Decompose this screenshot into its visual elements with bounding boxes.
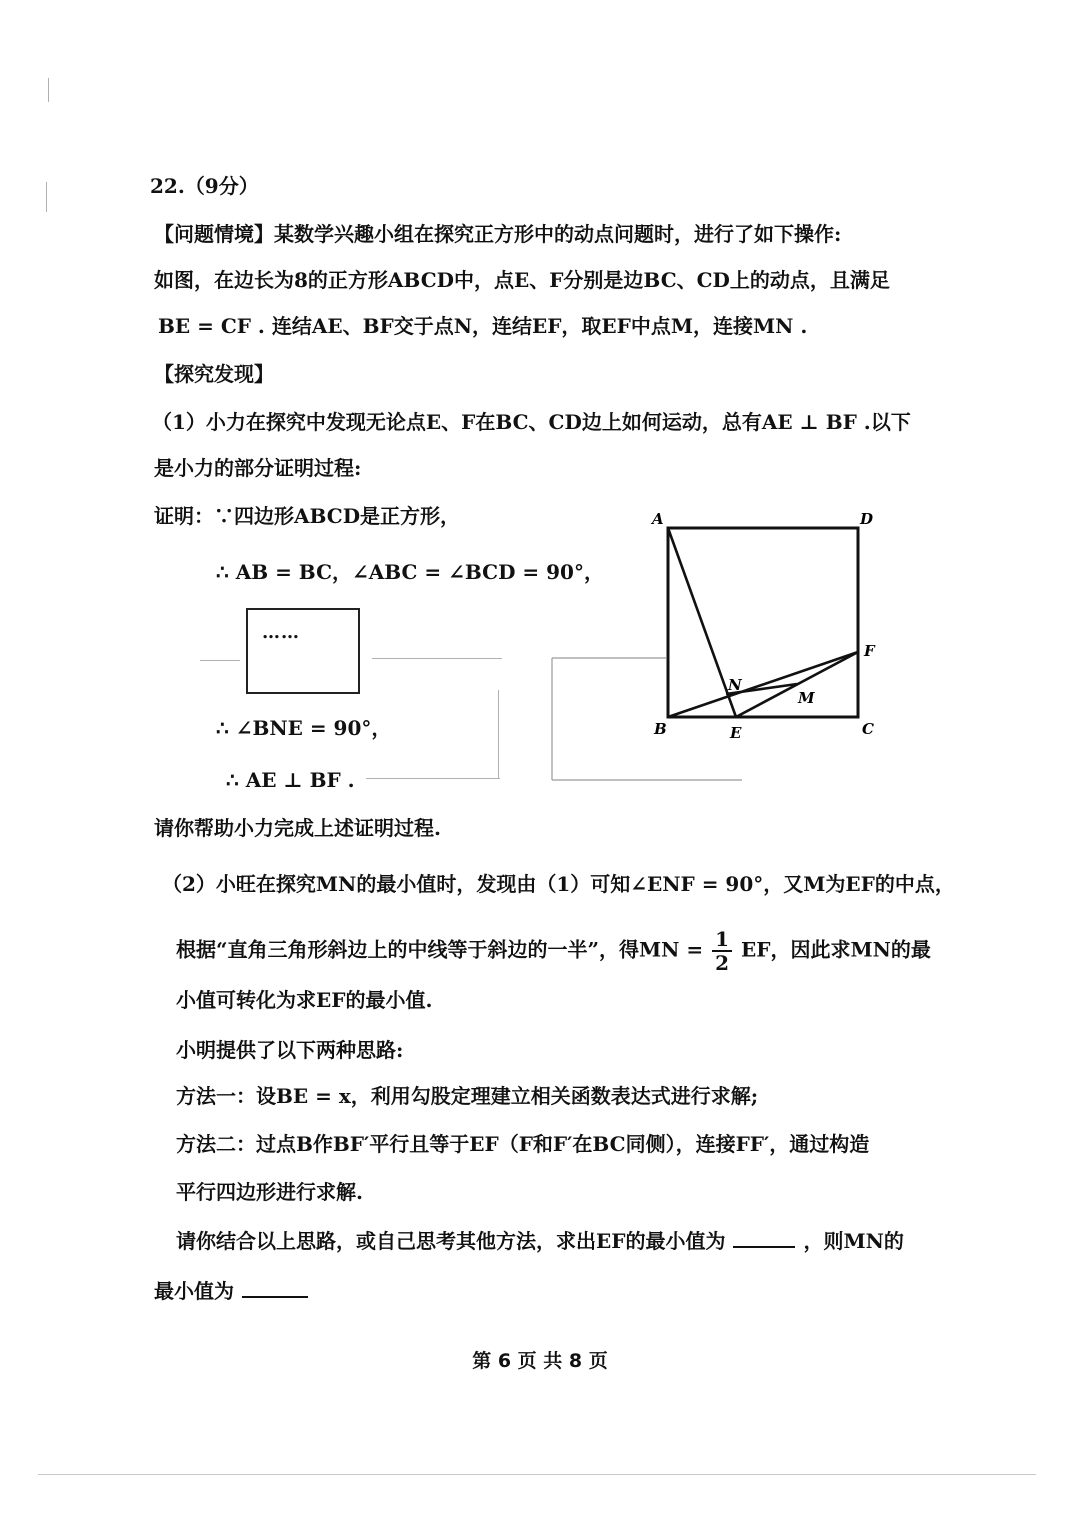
page-footer: 第 6 页 共 8 页 [472, 1350, 608, 1372]
label-a: A [652, 510, 664, 528]
proof-box-dots: …… [262, 622, 300, 643]
situation-tag: 【问题情境】 [154, 222, 274, 246]
label-d: D [860, 510, 874, 528]
part1-line-1: （1）小力在探究中发现无论点E、F在BC、CD边上如何运动，总有AE ⊥ BF .以下 [152, 410, 911, 434]
scan-artifact [498, 690, 499, 778]
proof-blank-box [246, 608, 360, 694]
label-n: N [728, 676, 742, 694]
situation-text: 某数学兴趣小组在探究正方形中的动点问题时，进行了如下操作: [274, 222, 842, 246]
label-m: M [798, 689, 815, 707]
question-number: 22.（9分） [150, 174, 259, 198]
answer-prompt-b: ，则MN的 [803, 1229, 904, 1253]
answer-prompt-c: 最小值为 [154, 1279, 234, 1303]
proof-step-3: ∴ AE ⊥ BF . [226, 768, 355, 792]
part2-line-2-b: EF，因此求MN的最 [741, 937, 931, 962]
square-figure [540, 500, 900, 790]
fraction-denominator: 2 [715, 951, 730, 975]
proof-intro: 证明：∵四边形ABCD是正方形， [154, 504, 461, 528]
scan-artifact [200, 660, 240, 661]
method-two-b: 平行四边形进行求解. [176, 1180, 363, 1204]
scan-artifact [372, 658, 502, 659]
scan-artifact [48, 78, 49, 102]
part2-line-1: （2）小旺在探究MN的最小值时，发现由（1）可知∠ENF = 90°，又M为EF的中点， [162, 872, 955, 896]
scan-artifact [366, 778, 500, 779]
label-e: E [730, 724, 742, 742]
explore-heading: 【探究发现】 [154, 362, 274, 386]
setup-line-1: 如图，在边长为8的正方形ABCD中，点E、F分别是边BC、CD上的动点，且满足 [154, 268, 890, 292]
fraction-numerator: 1 [712, 928, 732, 952]
bottom-rule [38, 1474, 1036, 1475]
part2-line-3: 小值可转化为求EF的最小值. [176, 988, 433, 1012]
segment-ae [668, 528, 736, 717]
label-c: C [862, 720, 874, 738]
answer-prompt [176, 1226, 904, 1255]
setup-line-2: BE = CF . 连结AE、BF交于点N，连结EF，取EF中点M，连接MN . [158, 314, 808, 338]
part2-line-4: 小明提供了以下两种思路: [176, 1038, 404, 1062]
part1-task: 请你帮助小力完成上述证明过程. [154, 816, 441, 840]
label-f: F [864, 642, 875, 660]
label-b: B [654, 720, 667, 738]
ef-min-answer-blank[interactable] [733, 1226, 795, 1248]
part2-line-2 [176, 928, 931, 974]
proof-step-1: ∴ AB = BC，∠ABC = ∠BCD = 90°， [216, 560, 604, 584]
problem-situation [154, 220, 841, 248]
part1-line-2: 是小力的部分证明过程: [154, 456, 362, 480]
proof-step-2: ∴ ∠BNE = 90°， [216, 716, 392, 740]
one-half-fraction [712, 928, 732, 974]
method-two-a: 方法二：过点B作BF′平行且等于EF（F和F′在BC同侧），连接FF′，通过构造 [176, 1132, 870, 1156]
part2-line-2-a: 根据“直角三角形斜边上的中线等于斜边的一半”，得MN = [176, 937, 704, 962]
scan-artifact [46, 182, 47, 212]
answer-prompt-2 [154, 1276, 316, 1305]
mn-min-answer-blank[interactable] [242, 1276, 308, 1298]
answer-prompt-a: 请你结合以上思路，或自己思考其他方法，求出EF的最小值为 [176, 1229, 726, 1253]
method-one: 方法一：设BE = x，利用勾股定理建立相关函数表达式进行求解; [176, 1084, 759, 1108]
segment-bf [668, 652, 858, 717]
